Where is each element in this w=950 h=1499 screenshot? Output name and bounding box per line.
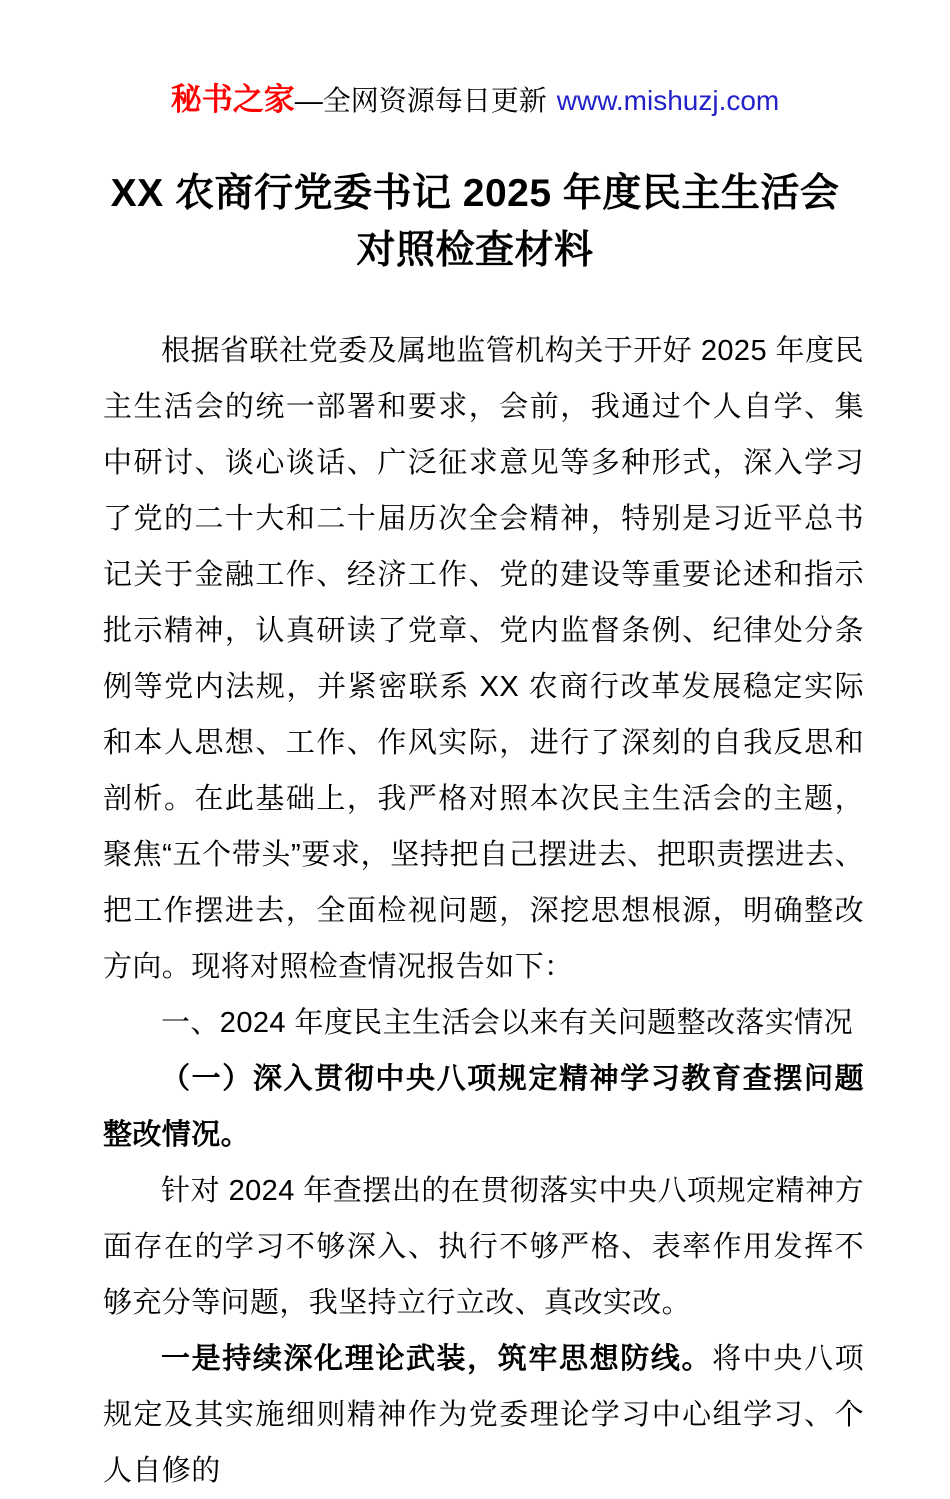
document-body: [103, 323, 864, 1499]
page: [0, 82, 950, 1499]
paragraph-with-lead: [103, 1331, 864, 1499]
paragraph-body: 针对 2024 年查摆出的在贯彻落实中央八项规定精神方面存在的学习不够深入、执行不够严格、表率作用发挥不够充分等问题，我坚持立行立改、真改实改。: [103, 1175, 864, 1319]
site-tagline: —全网资源每日更新: [294, 85, 547, 116]
document-title: XX 农商行党委书记 2025 年度民主生活会对照检查材料: [110, 172, 840, 272]
bold-lead-sentence: 一是持续深化理论武装，筑牢思想防线。: [161, 1343, 713, 1375]
site-banner: [0, 82, 950, 119]
section-heading: 一、2024 年度民主生活会以来有关问题整改落实情况: [161, 1007, 853, 1039]
site-url-link[interactable]: www.mishuzj.com: [556, 85, 780, 116]
subsection-heading: （一）深入贯彻中央八项规定精神学习教育查摆问题整改情况。: [103, 1063, 864, 1151]
lead-continuation: 将中央八项规定及其实施细则精神作为党委理论学习中心组学习、个人自修的: [103, 1343, 864, 1487]
site-brand: 秘书之家: [170, 82, 295, 117]
paragraph-intro: 根据省联社党委及属地监管机构关于开好 2025 年度民主生活会的统一部署和要求，会前，我通过个人自学、集中研讨、谈心谈话、广泛征求意见等多种形式，深入学习了党的二十大和二十届历次全会精神，特别是习近平总书记关于金融工作、经济工作、党的建设等重要论述和指示批示精神，认真研读了党章、党内监督条例、纪律处分条例等党内法规，并紧密联系 XX 农商行改革发展稳定实际和本人思想、工作、作风实际，进行了深刻的自我反思和剖析。在此基础上，我严格对照本次民主生活会的主题，聚焦“五个带头”要求，坚持把自己摆进去、把职责摆进去、把工作摆进去，全面检视问题，深挖思想根源，明确整改方向。现将对照检查情况报告如下：: [103, 335, 864, 983]
